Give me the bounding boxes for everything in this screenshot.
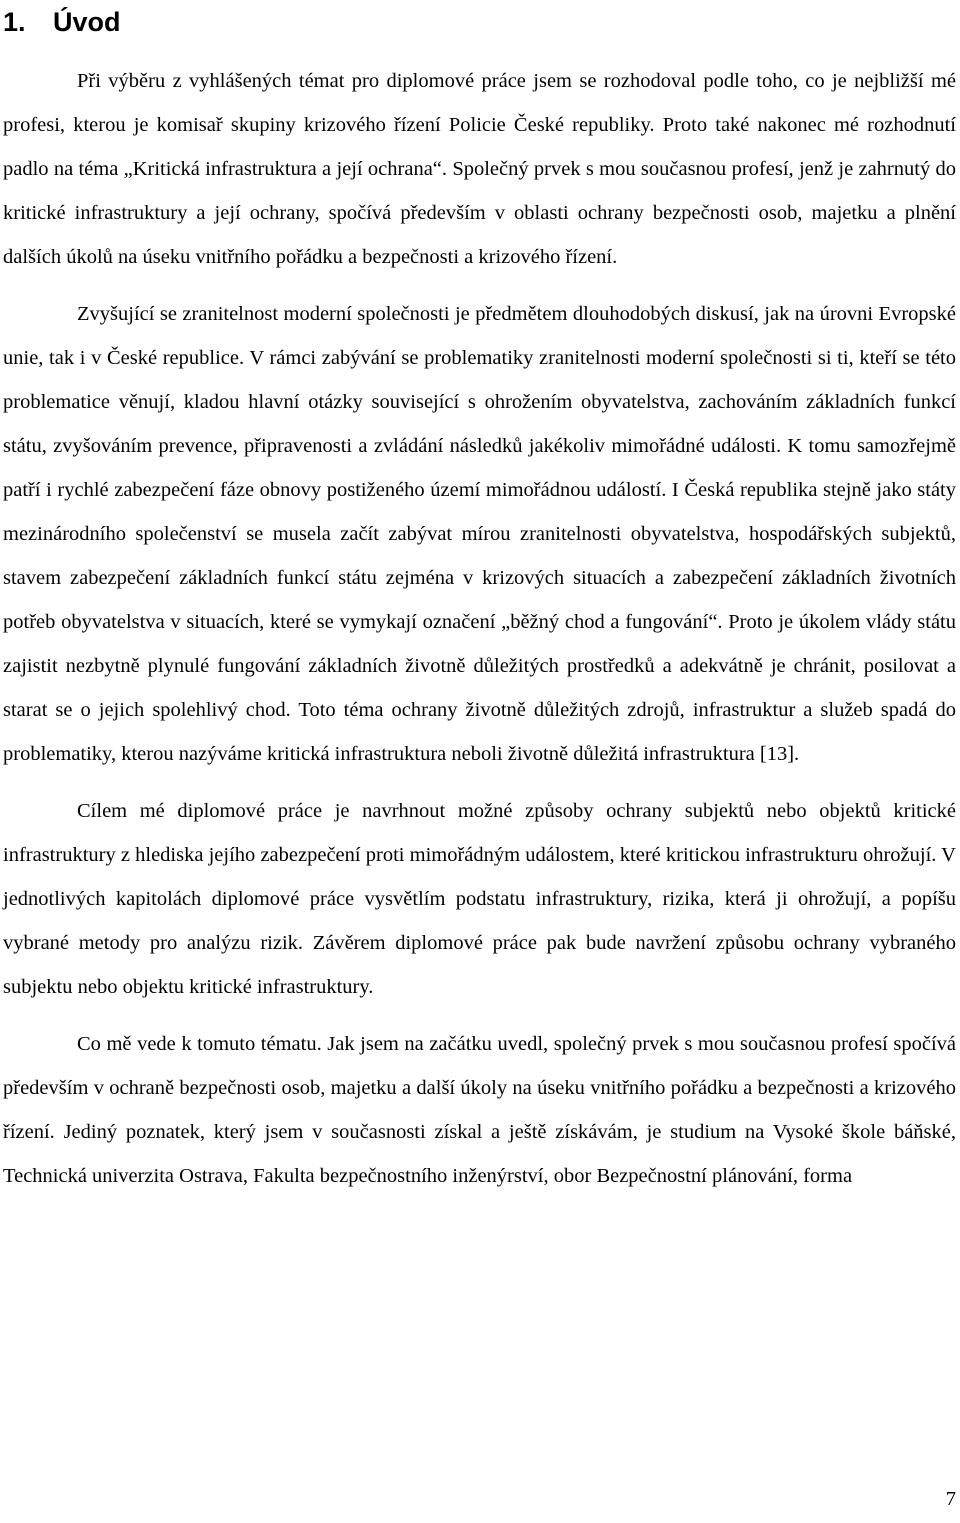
paragraph-thesis-goal: Cílem mé diplomové práce je navrhnout možné způsoby ochrany subjektů nebo objektů kritické infrastruktury z hlediska jejího zabezpečení proti mimořádným událostem, které kritickou infrastrukturu ohrožují. V jednotlivých kapitolách diplomové práce vysvětlím podstatu infrastruktury, rizika, která ji ohrožují, a popíšu vybrané metody pro analýzu rizik. Závěrem diplomové práce pak bude navržení způsobu ochrany vybraného subjektu nebo objektu kritické infrastruktury. — [3, 800, 956, 998]
paragraph-vulnerability: Zvyšující se zranitelnost moderní společnosti je předmětem dlouhodobých diskusí, jak na úrovni Evropské unie, tak i v České republice. V rámci zabývání se problematiky zranitelnosti moderní společnosti si ti, kteří se této problematice věnují, kladou hlavní otázky související s ohrožením obyvatelstva, zachováním základních funkcí státu, zvyšováním prevence, připravenosti a zvládání následků jakékoliv mimořádné události. K tomu samozřejmě patří i rychlé zabezpečení fáze obnovy postiženého území mimořádnou událostí. I Česká republika stejně jako státy mezinárodního společenství se musela začít zabývat mírou zranitelnosti obyvatelstva, hospodářských subjektů, stavem zabezpečení základních funkcí státu zejména v krizových situacích a zabezpečení základních životních potřeb obyvatelstva v situacích, které se vymykají označení „běžný chod a fungování“. Proto je úkolem vlády státu zajistit nezbytně plynulé fungování základních životně důležitých prostředků a adekvátně je chránit, posilovat a starat se o jejich spolehlivý chod. Toto téma ochrany životně důležitých zdrojů, infrastruktur a služeb spadá do problematiky, kterou nazýváme kritická infrastruktura neboli životně důležitá infrastruktura [13]. — [3, 303, 956, 765]
page-number: 7 — [945, 1488, 956, 1510]
paragraph-motivation: Co mě vede k tomuto tématu. Jak jsem na začátku uvedl, společný prvek s mou současnou profesí spočívá především v ochraně bezpečnosti osob, majetku a další úkoly na úseku vnitřního pořádku a bezpečnosti a krizového řízení. Jediný poznatek, který jsem v současnosti získal a ještě získávám, je studium na Vysoké škole báňské, Technická univerzita Ostrava, Fakulta bezpečnostního inženýrství, obor Bezpečnostní plánování, forma — [3, 1033, 956, 1187]
chapter-title: Úvod — [53, 7, 121, 37]
chapter-number: 1. — [3, 7, 26, 37]
chapter-heading — [3, 0, 956, 42]
body-text — [3, 59, 956, 1198]
paragraph-topic-choice: Při výběru z vyhlášených témat pro diplomové práce jsem se rozhodoval podle toho, co je nejbližší mé profesi, kterou je komisař skupiny krizového řízení Policie České republiky. Proto také nakonec mé rozhodnutí padlo na téma „Kritická infrastruktura a její ochrana“. Společný prvek s mou současnou profesí, jenž je zahrnutý do kritické infrastruktury a její ochrany, spočívá především v oblasti ochrany bezpečnosti osob, majetku a plnění dalších úkolů na úseku vnitřního pořádku a bezpečnosti a krizového řízení. — [3, 70, 956, 268]
